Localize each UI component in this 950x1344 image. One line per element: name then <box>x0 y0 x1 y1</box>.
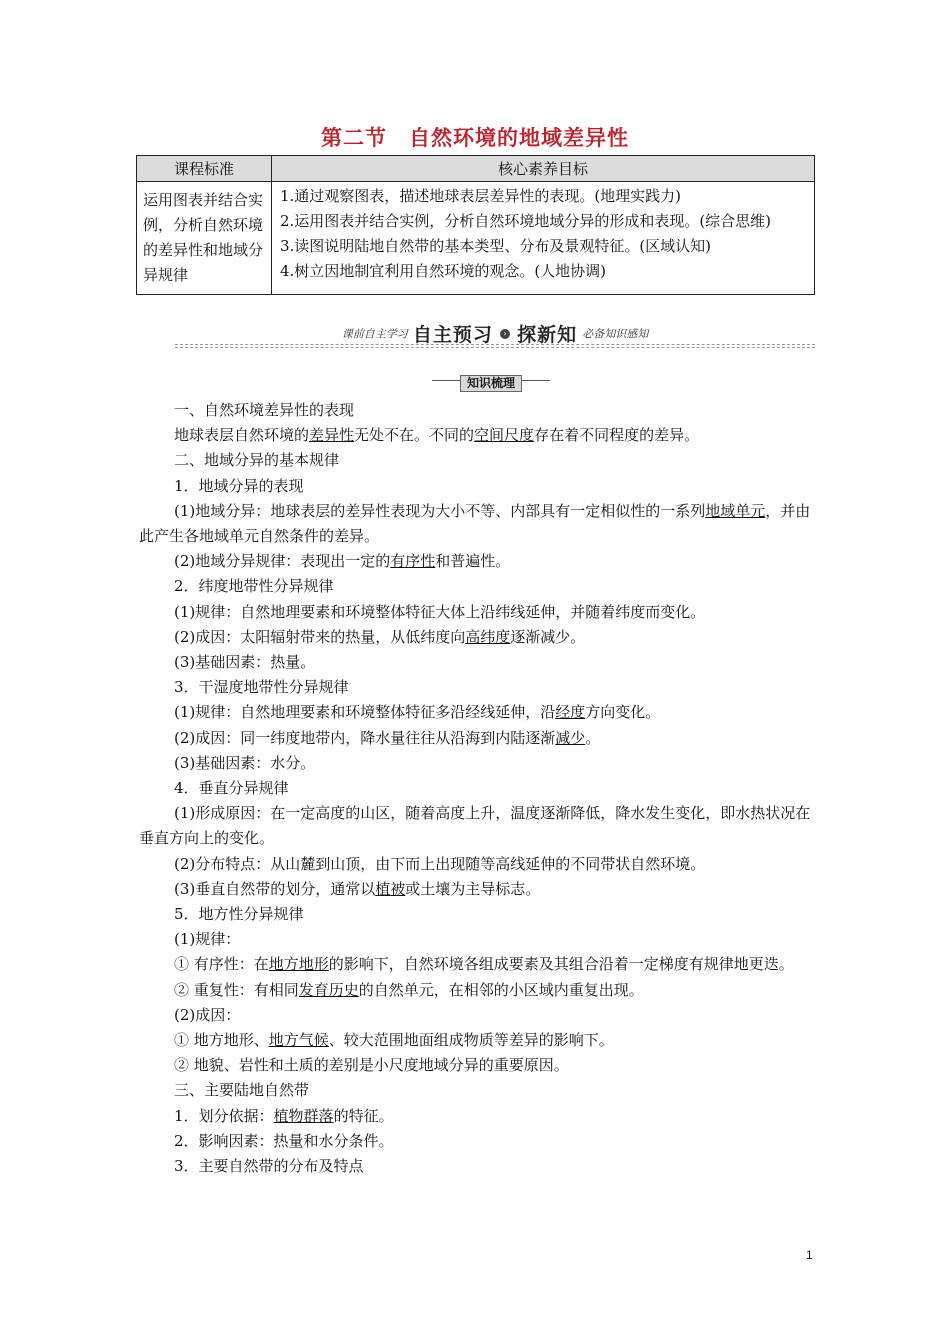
key-term: 地方地形 <box>268 955 329 974</box>
header-core-literacy-goals: 核心素养目标 <box>272 156 815 182</box>
text-span: 的特征。 <box>333 1106 394 1125</box>
text-span: 5．地方性分异规律 <box>174 905 304 924</box>
section-tag-label: 知识梳理 <box>460 375 522 392</box>
text-span: ① 有序性：在 <box>174 955 269 974</box>
curriculum-standards-table <box>136 155 815 295</box>
key-term: 减少 <box>555 728 586 747</box>
text-span: (2)成因：同一纬度地带内，降水量往往从沿海到内陆逐渐 <box>174 728 556 747</box>
key-term: 发育历史 <box>298 980 359 999</box>
text-span: 二、地域分异的基本规律 <box>174 451 340 470</box>
paragraph <box>139 1078 815 1103</box>
key-term: 经度 <box>555 703 586 722</box>
key-term: 有序性 <box>390 552 436 571</box>
text-span: ② 地貌、岩性和土质的差别是小尺度地域分异的重要原因。 <box>174 1056 569 1075</box>
table-row <box>137 182 815 295</box>
text-span: 地球表层自然环境的 <box>174 426 310 445</box>
paragraph <box>139 600 815 625</box>
text-span: (2)成因：太阳辐射带来的热量，从低纬度向 <box>174 627 466 646</box>
text-span: (3)基础因素：水分。 <box>174 753 316 772</box>
paragraph <box>139 952 815 977</box>
paragraph <box>139 700 815 725</box>
banner-right-caption: 必备知识感知 <box>582 327 649 341</box>
text-span: (1)形成原因：在一定高度的山区，随着高度上升，温度逐渐降低，降水发生变化，即水热状况在垂直方向上的变化。 <box>139 804 811 848</box>
page-number: 1 <box>806 1248 813 1262</box>
goal-item: 3.读图说明陆地自然带的基本类型、分布及景观特征。(区域认知) <box>280 237 712 255</box>
text-span: 存在着不同程度的差异。 <box>534 426 700 445</box>
text-span: (3)基础因素：热量。 <box>174 653 316 672</box>
text-span: 3．干湿度地带性分异规律 <box>174 678 349 697</box>
paragraph <box>139 902 815 927</box>
key-term: 植物群落 <box>273 1106 334 1125</box>
goal-item: 1.通过观察图表，描述地球表层差异性的表现。(地理实践力) <box>280 187 682 205</box>
paragraph <box>139 1003 815 1028</box>
text-span: 的影响下，自然环境各组成要素及其组合沿着一定梯度有规律地更迭。 <box>328 955 794 974</box>
banner-title-b: 探新知 <box>517 324 578 346</box>
text-span: 逐渐减少。 <box>510 627 586 646</box>
text-span: (1)地域分异：地球表层的差异性表现为大小不等、内部具有一定相似性的一系列 <box>174 501 706 520</box>
paragraph <box>139 877 815 902</box>
paragraph <box>139 1053 815 1078</box>
text-span: 的自然单元，在相邻的小区域内重复出现。 <box>358 980 644 999</box>
text-span: 2．影响因素：热量和水分条件。 <box>174 1131 394 1150</box>
paragraph <box>139 1129 815 1154</box>
text-span: 和普遍性。 <box>435 552 511 571</box>
text-span: 、较大范围地面组成物质等差异的影响下。 <box>328 1031 614 1050</box>
content-body <box>139 398 815 1179</box>
page-title: 第二节 自然环境的地域差异性 <box>321 126 629 150</box>
text-span: 或土壤为主导标志。 <box>405 879 541 898</box>
section-banner <box>175 320 815 350</box>
key-term: 高纬度 <box>465 627 511 646</box>
paragraph <box>139 574 815 599</box>
text-span: 一、自然环境差异性的表现 <box>174 401 355 419</box>
curriculum-standard-cell: 运用图表并结合实例，分析自然环境的差异性和地域分异规律 <box>137 182 272 295</box>
paragraph <box>139 448 815 473</box>
table-header-row <box>137 156 815 182</box>
text-span: 。 <box>585 728 601 747</box>
key-term: 植被 <box>375 879 406 898</box>
text-span: (2)分布特点：从山麓到山顶，由下而上出现随等高线延伸的不同带状自然环境。 <box>174 854 706 873</box>
text-span: (2)成因： <box>174 1005 241 1024</box>
text-span: 三、主要陆地自然带 <box>174 1081 310 1100</box>
paragraph <box>139 474 815 499</box>
paragraph <box>139 398 815 423</box>
text-span: ① 地方地形、 <box>174 1031 269 1050</box>
paragraph <box>139 1104 815 1129</box>
knowledge-tag <box>432 372 550 388</box>
paragraph <box>139 801 815 851</box>
paragraph <box>139 726 815 751</box>
key-term: 空间尺度 <box>474 426 535 445</box>
text-span: 1．地域分异的表现 <box>174 476 304 495</box>
paragraph <box>139 549 815 574</box>
paragraph <box>139 650 815 675</box>
text-span: 1．划分依据： <box>174 1106 274 1125</box>
paragraph <box>139 423 815 448</box>
goals-cell <box>272 182 815 295</box>
key-term: 地域单元 <box>705 501 766 520</box>
goal-item: 4.树立因地制宜利用自然环境的观念。(人地协调) <box>280 262 607 280</box>
text-span: 4．垂直分异规律 <box>174 779 289 798</box>
text-span: 3．主要自然带的分布及特点 <box>174 1157 364 1176</box>
key-term: 差异性 <box>309 426 355 445</box>
text-span: 无处不在。不同的 <box>354 426 475 445</box>
paragraph <box>139 927 815 952</box>
paragraph <box>139 776 815 801</box>
text-span: (3)垂直自然带的划分，通常以 <box>174 879 376 898</box>
goal-item: 2.运用图表并结合实例，分析自然环境地域分异的形成和表现。(综合思维) <box>280 212 772 230</box>
banner-title-a: 自主预习 <box>412 324 493 346</box>
text-span: (1)规律：自然地理要素和环境整体特征大体上沿纬线延伸，并随着纬度而变化。 <box>174 602 706 621</box>
text-span: (1)规律： <box>174 930 241 949</box>
text-span: 方向变化。 <box>585 703 661 722</box>
banner-left-caption: 课前自主学习 <box>341 327 408 341</box>
text-span: (1)规律：自然地理要素和环境整体特征多沿经线延伸，沿 <box>174 703 556 722</box>
paragraph <box>139 751 815 776</box>
text-span: ② 重复性：有相同 <box>174 980 299 999</box>
paragraph <box>139 978 815 1003</box>
header-curriculum-standard: 课程标准 <box>137 156 272 182</box>
arrow-icon: › <box>500 329 510 339</box>
paragraph <box>139 675 815 700</box>
text-span: ，并由此产生各地域单元自然条件的差异。 <box>139 501 811 546</box>
paragraph <box>139 499 815 549</box>
paragraph <box>139 1154 815 1179</box>
paragraph <box>139 1028 815 1053</box>
key-term: 地方气候 <box>268 1031 329 1050</box>
text-span: (2)地域分异规律：表现出一定的 <box>174 552 391 571</box>
paragraph <box>139 625 815 650</box>
text-span: 2．纬度地带性分异规律 <box>174 577 334 596</box>
paragraph <box>139 852 815 877</box>
